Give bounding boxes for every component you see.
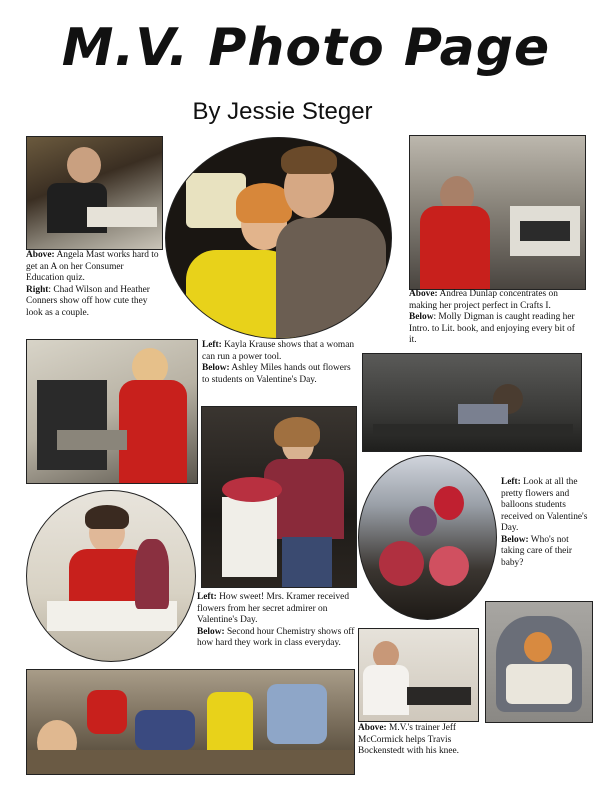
oval-photo-flowers-balloons — [358, 455, 497, 620]
page-title: M.V. Photo Page — [61, 18, 551, 78]
caption-trainer: Above: M.V.'s trainer Jeff McCormick helps Travis Bockenstedt with his knee. — [358, 723, 460, 756]
photo-chemistry-class — [26, 669, 355, 775]
oval-photo-mrs-kramer — [26, 490, 196, 662]
caption-andrea-molly: Above: Andrea Dunlap concentrates on making her project perfect in Crafts I. Below: Molly Digman is caught reading her Intro. to Lit. book, and enjoying every bit of it. — [409, 289, 575, 345]
photo-baby-car-seat — [485, 601, 593, 723]
photo-angela-mast — [26, 136, 163, 250]
caption-angela-chad: Above: Angela Mast works hard to get an A on her Consumer Education quiz. Right: Chad Wilson and Heather Conners show off how cute they look as a couple. — [26, 250, 159, 318]
caption-kramer-chemistry: Left: How sweet! Mrs. Kramer received flowers from her secret admirer on Valentine's Day. Below: Second hour Chemistry shows off how hard they work in class everyday. — [197, 592, 355, 648]
photo-molly-digman — [362, 353, 582, 452]
photo-trainer-mccormick — [358, 628, 479, 722]
oval-photo-couple — [165, 137, 392, 339]
caption-flowers-baby: Left: Look at all the pretty flowers and balloons students received on Valentine's Day. Below: Who's not taking care of their baby? — [501, 477, 588, 568]
photo-andrea-dunlap — [409, 135, 586, 290]
caption-kayla-ashley: Left: Kayla Krause shows that a woman can run a power tool. Below: Ashley Miles hands out flowers to students on Valentine's Day. — [202, 340, 355, 385]
byline: By Jessie Steger — [192, 98, 373, 125]
photo-kayla-krause — [26, 339, 198, 484]
photo-ashley-miles — [201, 406, 357, 588]
